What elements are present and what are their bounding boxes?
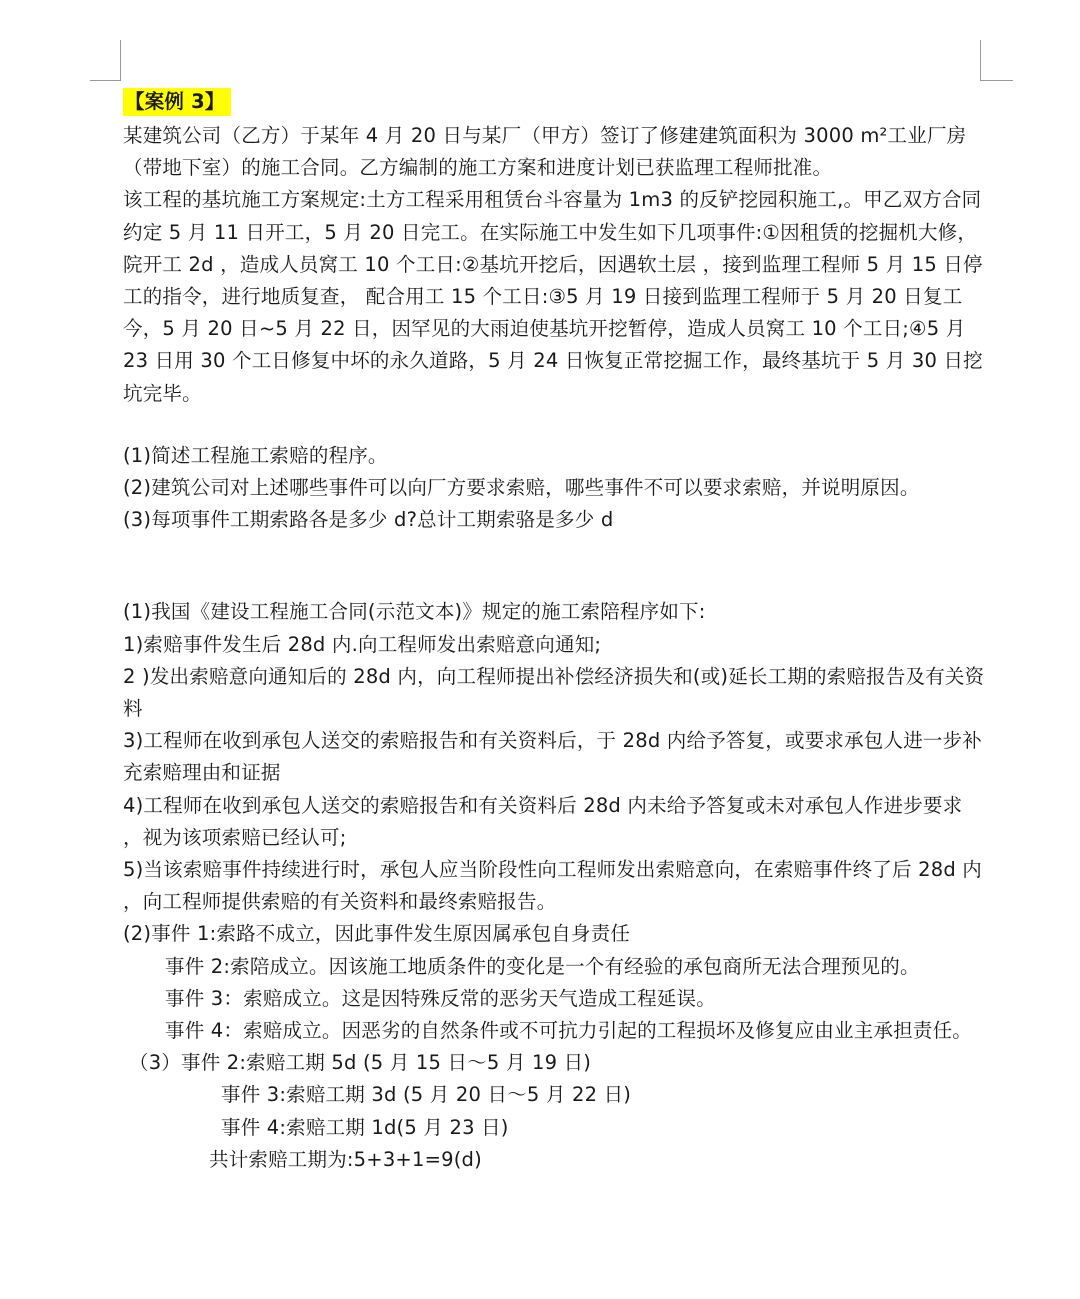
case-title: 【案例 3】 [123, 88, 231, 116]
case-paragraph-1: 某建筑公司（乙方）于某年 4 月 20 日与某厂（甲方）签订了修建建筑面积为 3000 m²工业厂房（带地下室）的施工合同。乙方编制的施工方案和进度计划已获监理工程师批准。 [123, 124, 967, 180]
document-page [123, 86, 985, 1176]
page-corner-mark-top-right [980, 40, 1013, 81]
answer3-event-2: （3）事件 2:索赔工期 5d (5 月 15 日～5 月 19 日) [129, 1051, 592, 1075]
answer2-event-1: (2)事件 1:索路不成立，因此事件发生原因属承包自身责任 [123, 922, 631, 946]
answer1-step-1: 1)索赔事件发生后 28d 内.向工程师发出索赔意向通知; [123, 632, 602, 656]
answer1-intro: (1)我国《建设工程施工合同(示范文本)》规定的施工索陪程序如下: [123, 600, 706, 624]
spacer [123, 410, 985, 440]
question-3: (3)每项事件工期索路各是多少 d?总计工期索骆是多少 d [123, 508, 614, 532]
page-corner-mark-top-left [90, 40, 121, 81]
answer3-total: 共计索赔工期为:5+3+1=9(d) [209, 1147, 482, 1171]
spacer [123, 536, 985, 596]
answer3-event-4: 事件 4:索赔工期 1d(5 月 23 日) [221, 1115, 509, 1139]
answer1-step-5: 5)当该索赔事件持续进行时，承包人应当阶段性向工程师发出索赔意向，在索赔事件终了后 28d 内 ，向工程师提供索赔的有关资料和最终索赔报告。 [123, 858, 983, 914]
answer2-event-4: 事件 4：索赔成立。因恶劣的自然条件或不可抗力引起的工程损坏及修复应由业主承担责任。 [165, 1019, 973, 1043]
answer1-step-3: 3)工程师在收到承包人送交的索赔报告和有关资料后，于 28d 内给予答复，或要求承包人进一步补充索赔理由和证据 [123, 729, 983, 785]
case-paragraph-2: 该工程的基坑施工方案规定:土方工程采用租赁台斗容量为 1m3 的反铲挖园积施工,。甲乙双方合同约定 5 月 11 日开工，5 月 20 日完工。在实际施工中发生如下几项事件:①因租赁的挖掘机大修，院开工 2d ，造成人员窝工 10 个工日:②基坑开挖后，因遇软土层 ，接到监理工程师 5 月 15 日停工的指令，进行地质复查， 配合用工 15 个工日:③5 月 19 日接到监理工程师于 5 月 20 日复工今，5 月 20 日~5 月 22 日，因罕见的大雨迫使基坑开挖暂停，造成人员窝工 10 个工日;④5 月 23 日用 30 个工日修复中坏的永久道路，5 月 24 日恢复正常挖掘工作，最终基坑于 5 月 30 日挖坑完毕。 [123, 188, 983, 405]
question-2: (2)建筑公司对上述哪些事件可以向厂方要求索赔，哪些事件不可以要求索赔，并说明原因。 [123, 476, 920, 500]
question-1: (1)简述工程施工索赔的程序。 [123, 443, 388, 467]
answer1-step-4: 4)工程师在收到承包人送交的索赔报告和有关资料后 28d 内未给予答复或未对承包人作进步要求 ，视为该项索赔已经认可; [123, 793, 963, 849]
answer2-event-3: 事件 3：索赔成立。这是因特殊反常的恶劣天气造成工程延误。 [165, 986, 716, 1010]
answer2-event-2: 事件 2:索陪成立。因该施工地质条件的变化是一个有经验的承包商所无法合理预见的。 [165, 954, 920, 978]
answer3-event-3: 事件 3:索赔工期 3d (5 月 20 日～5 月 22 日) [221, 1083, 632, 1107]
answer1-step-2: 2 )发出索赔意向通知后的 28d 内，向工程师提出补偿经济损失和(或)延长工期的索赔报告及有关资料 [123, 664, 985, 721]
